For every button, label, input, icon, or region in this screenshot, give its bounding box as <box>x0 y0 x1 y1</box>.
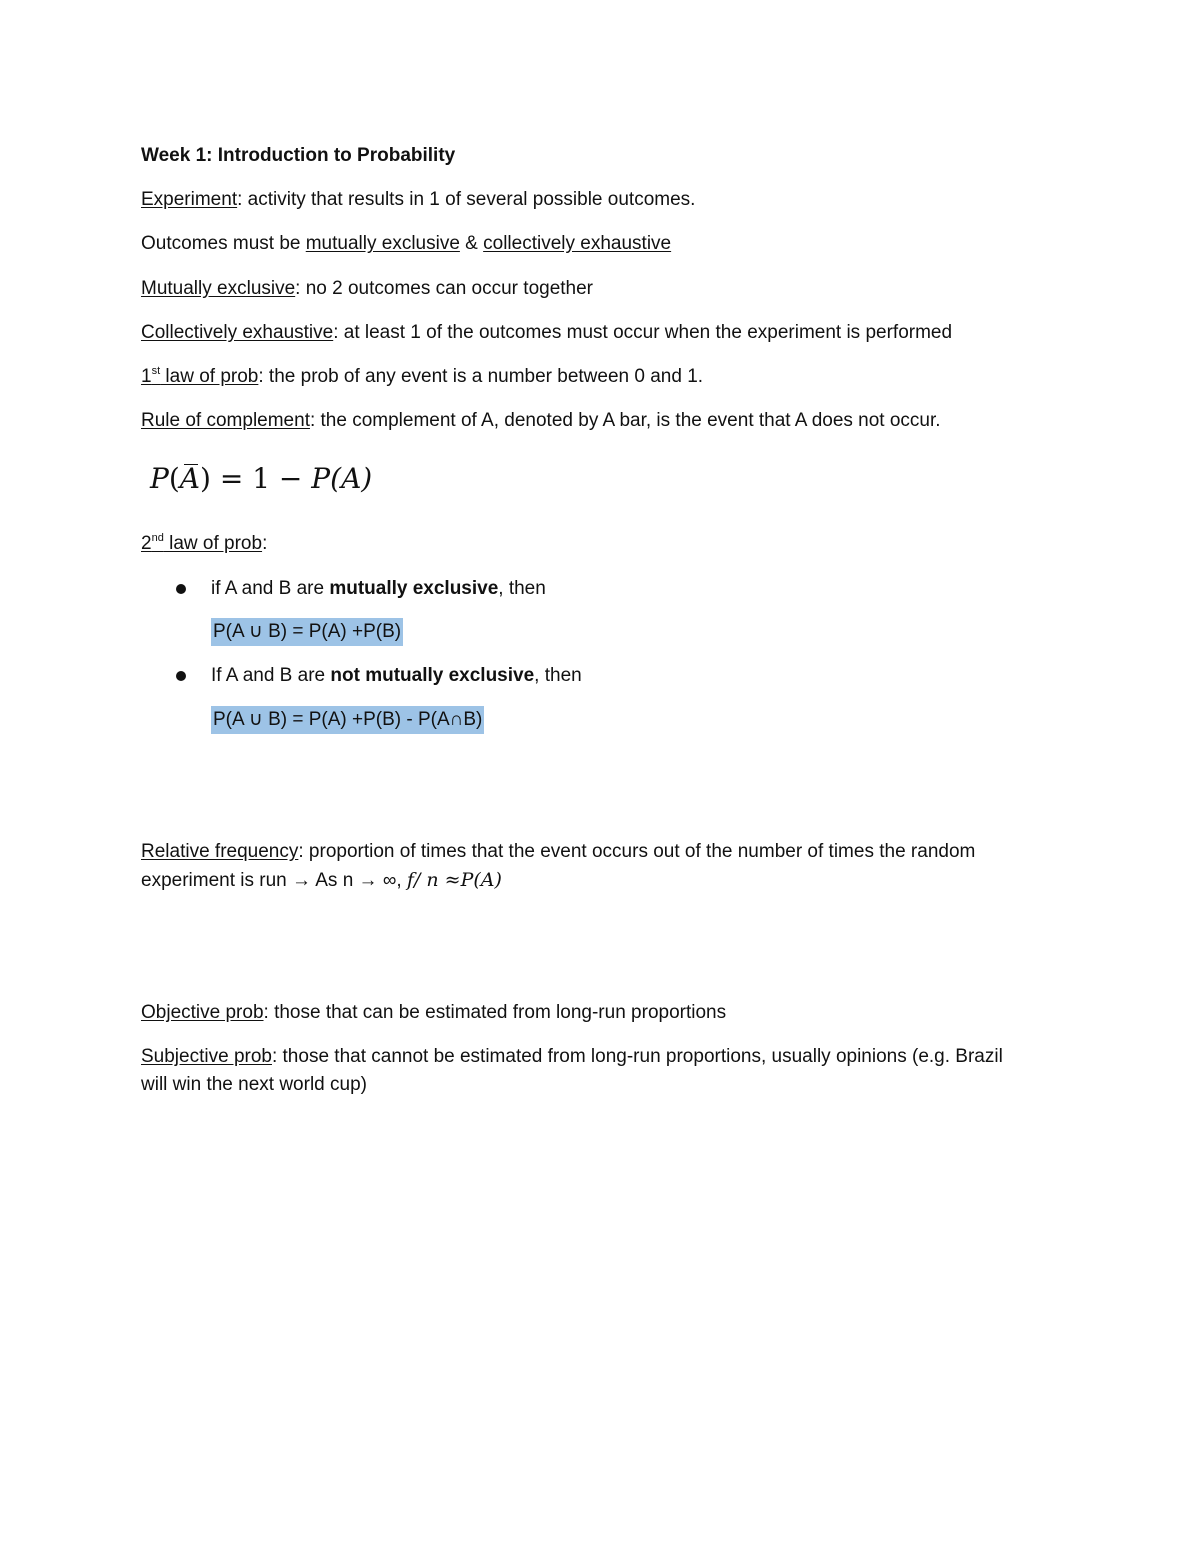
experiment-text: : activity that results in 1 of several possible outcomes. <box>237 189 696 210</box>
subjective-prob-text: : those that cannot be estimated from long-run proportions, usually opinions (e.g. Brazil <box>271 1046 1003 1067</box>
highlighted-formula-union-general: P(A ∪ B) = P(A) +P(B) - P(A∩B) <box>211 706 484 734</box>
complement-formula-a-bar: A <box>179 462 201 495</box>
mutually-exclusive-term: Mutually exclusive <box>141 278 296 299</box>
outcomes-prefix: Outcomes must be <box>141 233 306 254</box>
first-law-term <box>141 366 258 387</box>
highlighted-formula-union-exclusive: P(A ∪ B) = P(A) +P(B) <box>211 618 403 646</box>
bullet-suffix: , then <box>498 578 546 599</box>
relative-frequency-line2-text: experiment is run → As n → ∞, <box>141 870 407 891</box>
relative-frequency-term: Relative frequency <box>141 841 299 862</box>
second-law-number: 2 <box>141 533 152 554</box>
bullet-prefix: If A and B are <box>211 665 331 686</box>
bullet-not-mutually-exclusive <box>211 664 582 688</box>
experiment-term: Experiment <box>141 189 238 210</box>
subjective-prob-term: Subjective prob <box>141 1046 272 1067</box>
subjective-prob-line2: will win the next world cup) <box>141 1074 367 1095</box>
subjective-prob-definition <box>141 1045 1003 1069</box>
outcomes-statement <box>141 232 671 256</box>
relative-frequency-definition <box>141 840 975 864</box>
complement-formula-equals: = 1 − <box>210 462 312 495</box>
complement-definition <box>141 409 941 433</box>
second-law-label: law of prob <box>163 533 263 554</box>
first-law-superscript: st <box>151 365 161 377</box>
complement-formula-lhs-p: P <box>150 462 169 495</box>
bullet-icon <box>176 584 186 594</box>
complement-formula-rhs-p: P <box>311 462 331 495</box>
complement-formula-rhs-args: (A) <box>330 462 373 495</box>
collectively-exhaustive-text: : at least 1 of the outcomes must occur when the experiment is performed <box>333 322 953 343</box>
collectively-exhaustive-term: Collectively exhaustive <box>141 322 334 343</box>
bullet-mutually-exclusive <box>211 577 546 601</box>
complement-formula-lhs-open: ( <box>168 462 180 495</box>
complement-formula-lhs-close: ) <box>200 462 211 495</box>
relative-frequency-text: : proportion of times that the event occurs out of the number of times the random <box>298 841 976 862</box>
bullet-bold: mutually exclusive <box>329 578 499 599</box>
relative-frequency-line2 <box>141 868 502 893</box>
objective-prob-term: Objective prob <box>141 1002 264 1023</box>
relative-frequency-math: f/ n ≈P(A) <box>406 869 502 891</box>
outcomes-term-collectively-exhaustive: collectively exhaustive <box>483 233 672 254</box>
complement-formula <box>150 462 372 496</box>
first-law-label: law of prob <box>160 366 259 387</box>
bullet-bold: not mutually exclusive <box>330 665 535 686</box>
outcomes-term-mutually-exclusive: mutually exclusive <box>305 233 460 254</box>
complement-term: Rule of complement <box>141 410 310 431</box>
second-law-superscript: nd <box>151 532 164 544</box>
first-law-text: : the prob of any event is a number between 0 and 1. <box>258 366 704 387</box>
collectively-exhaustive-definition <box>141 321 952 345</box>
complement-text: : the complement of A, denoted by A bar, is the event that A does not occur. <box>309 410 941 431</box>
mutually-exclusive-definition <box>141 277 593 301</box>
page-title: Week 1: Introduction to Probability <box>141 145 456 166</box>
first-law-number: 1 <box>141 366 152 387</box>
bullet-suffix: , then <box>534 665 582 686</box>
experiment-definition <box>141 188 695 212</box>
first-law-definition <box>141 365 703 389</box>
outcomes-mid: & <box>459 233 484 254</box>
objective-prob-definition <box>141 1001 726 1025</box>
second-law-term <box>141 533 262 554</box>
bullet-icon <box>176 671 186 681</box>
second-law-colon: : <box>262 533 268 554</box>
mutually-exclusive-text: : no 2 outcomes can occur together <box>295 278 594 299</box>
bullet-prefix: if A and B are <box>211 578 330 599</box>
second-law-heading <box>141 532 267 556</box>
objective-prob-text: : those that can be estimated from long-run proportions <box>263 1002 727 1023</box>
